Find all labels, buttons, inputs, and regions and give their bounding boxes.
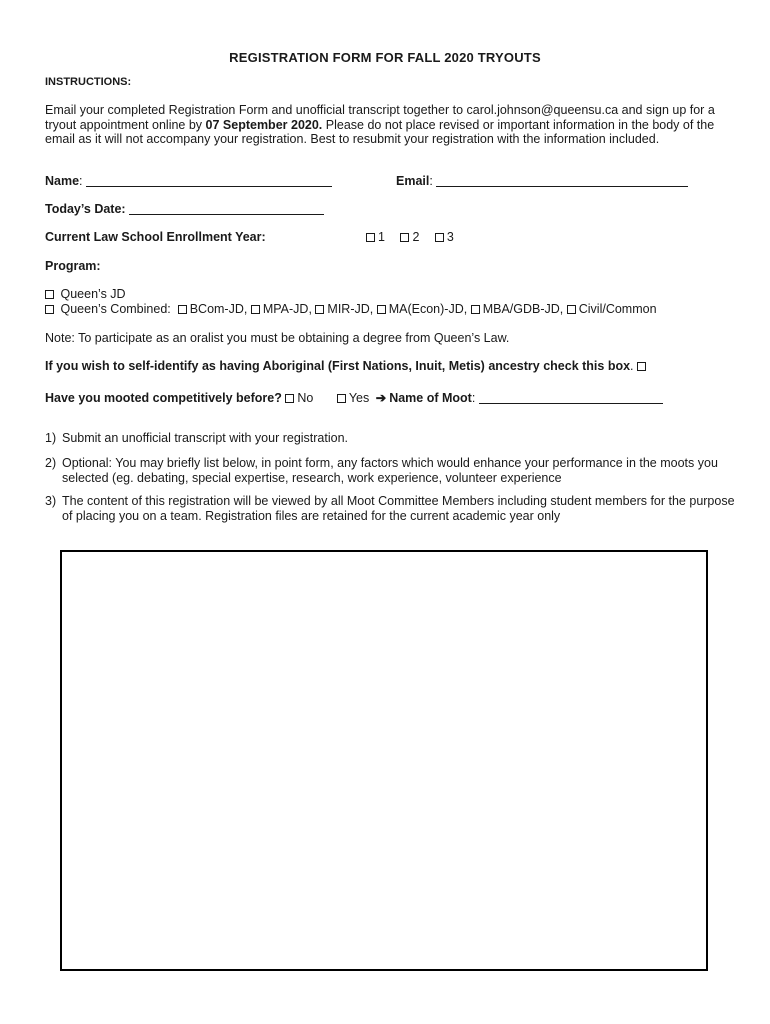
checkbox[interactable] — [435, 233, 444, 242]
checkbox[interactable] — [285, 394, 294, 403]
response-text-area[interactable] — [60, 550, 708, 971]
combined-option-civil[interactable]: Civil/Common — [567, 302, 657, 316]
year-option-2[interactable]: 2 — [400, 230, 419, 244]
list-item: 3) The content of this registration will be viewed by all Moot Committee Members including student members for the purpose of placing you on a team. Registration files are retained for the current academic year only — [45, 494, 735, 523]
combined-option-maecon[interactable]: MA(Econ)-JD, — [377, 302, 467, 316]
checkbox[interactable] — [377, 305, 386, 314]
list-item: 2) Optional: You may briefly list below, in point form, any factors which would enhance your performance in the moots you selected (eg. debating, special expertise, research, work experience, volunteer experience — [45, 456, 718, 485]
checkbox[interactable] — [251, 305, 260, 314]
form-title: REGISTRATION FORM FOR FALL 2020 TRYOUTS — [229, 50, 541, 65]
program-option-jd[interactable]: Queen’s JD — [45, 287, 126, 301]
year-option-1[interactable]: 1 — [366, 230, 385, 244]
name-label: Name — [45, 174, 80, 188]
mooted-option-no[interactable]: No — [285, 391, 313, 405]
instructions-heading: INSTRUCTIONS: — [45, 76, 132, 88]
arrow-right-icon: ➔ — [375, 391, 387, 405]
program-option-combined — [45, 302, 657, 316]
list-item: 1) Submit an unofficial transcript with your registration. — [45, 431, 349, 445]
aboriginal-question: If you wish to self-identify as having Aboriginal (First Nations, Inuit, Metis) ancestry check this box. — [45, 359, 649, 373]
mooted-text: Have you mooted competitively before? — [45, 391, 282, 405]
instructions-text-1: Email your completed Registration Form and unofficial transcript together to carol.johnson@queensu.ca and sign up for a tryout appointment online by — [45, 103, 715, 132]
mooted-option-yes[interactable]: Yes — [337, 391, 369, 405]
combined-option-mpa[interactable]: MPA-JD, — [251, 302, 312, 316]
combined-option-mba[interactable]: MBA/GDB-JD, — [471, 302, 564, 316]
checkbox[interactable] — [400, 233, 409, 242]
instructions-text-2: Please do not place revised or important information in the body of the email as it will not accompany your registration. Best to resubmit your registration with the information included. — [45, 117, 715, 146]
email-field: Email: — [396, 174, 688, 188]
program-label: Program: — [45, 259, 101, 273]
combined-label: Queen’s Combined: — [60, 302, 171, 316]
oralist-note: Note: To participate as an oralist you must be obtaining a degree from Queen’s Law. — [45, 331, 510, 345]
mooted-question: Have you mooted competitively before? No Yes ➔ Name of Moot: — [45, 390, 663, 405]
checkbox[interactable] — [471, 305, 480, 314]
checkbox[interactable] — [315, 305, 324, 314]
date-label: Today’s Date: — [45, 202, 126, 216]
checkbox[interactable] — [337, 394, 346, 403]
date-field — [45, 202, 324, 216]
instructions-paragraph — [45, 103, 735, 147]
email-label: Email — [396, 174, 430, 188]
checkbox[interactable] — [45, 305, 54, 314]
combined-option-mir[interactable]: MIR-JD, — [315, 302, 373, 316]
enrollment-year-label: Current Law School Enrollment Year: — [45, 230, 266, 244]
moot-name-input-line[interactable] — [479, 403, 663, 404]
aboriginal-checkbox[interactable] — [637, 362, 646, 371]
checkbox[interactable] — [178, 305, 187, 314]
name-input-line[interactable] — [86, 186, 332, 187]
aboriginal-text: If you wish to self-identify as having Aboriginal (First Nations, Inuit, Metis) ancestry check this box — [45, 359, 631, 373]
moot-name-label: Name of Moot — [389, 391, 472, 405]
email-input-line[interactable] — [436, 186, 688, 187]
checkbox[interactable] — [45, 290, 54, 299]
checkbox[interactable] — [567, 305, 576, 314]
enrollment-year-options — [366, 230, 454, 244]
deadline-date: 07 September 2020. — [205, 117, 323, 132]
combined-option-bcom[interactable]: BCom-JD, — [178, 302, 248, 316]
date-input-line[interactable] — [129, 214, 324, 215]
checkbox[interactable] — [366, 233, 375, 242]
name-field: Name: — [45, 174, 332, 188]
year-option-3[interactable]: 3 — [435, 230, 454, 244]
